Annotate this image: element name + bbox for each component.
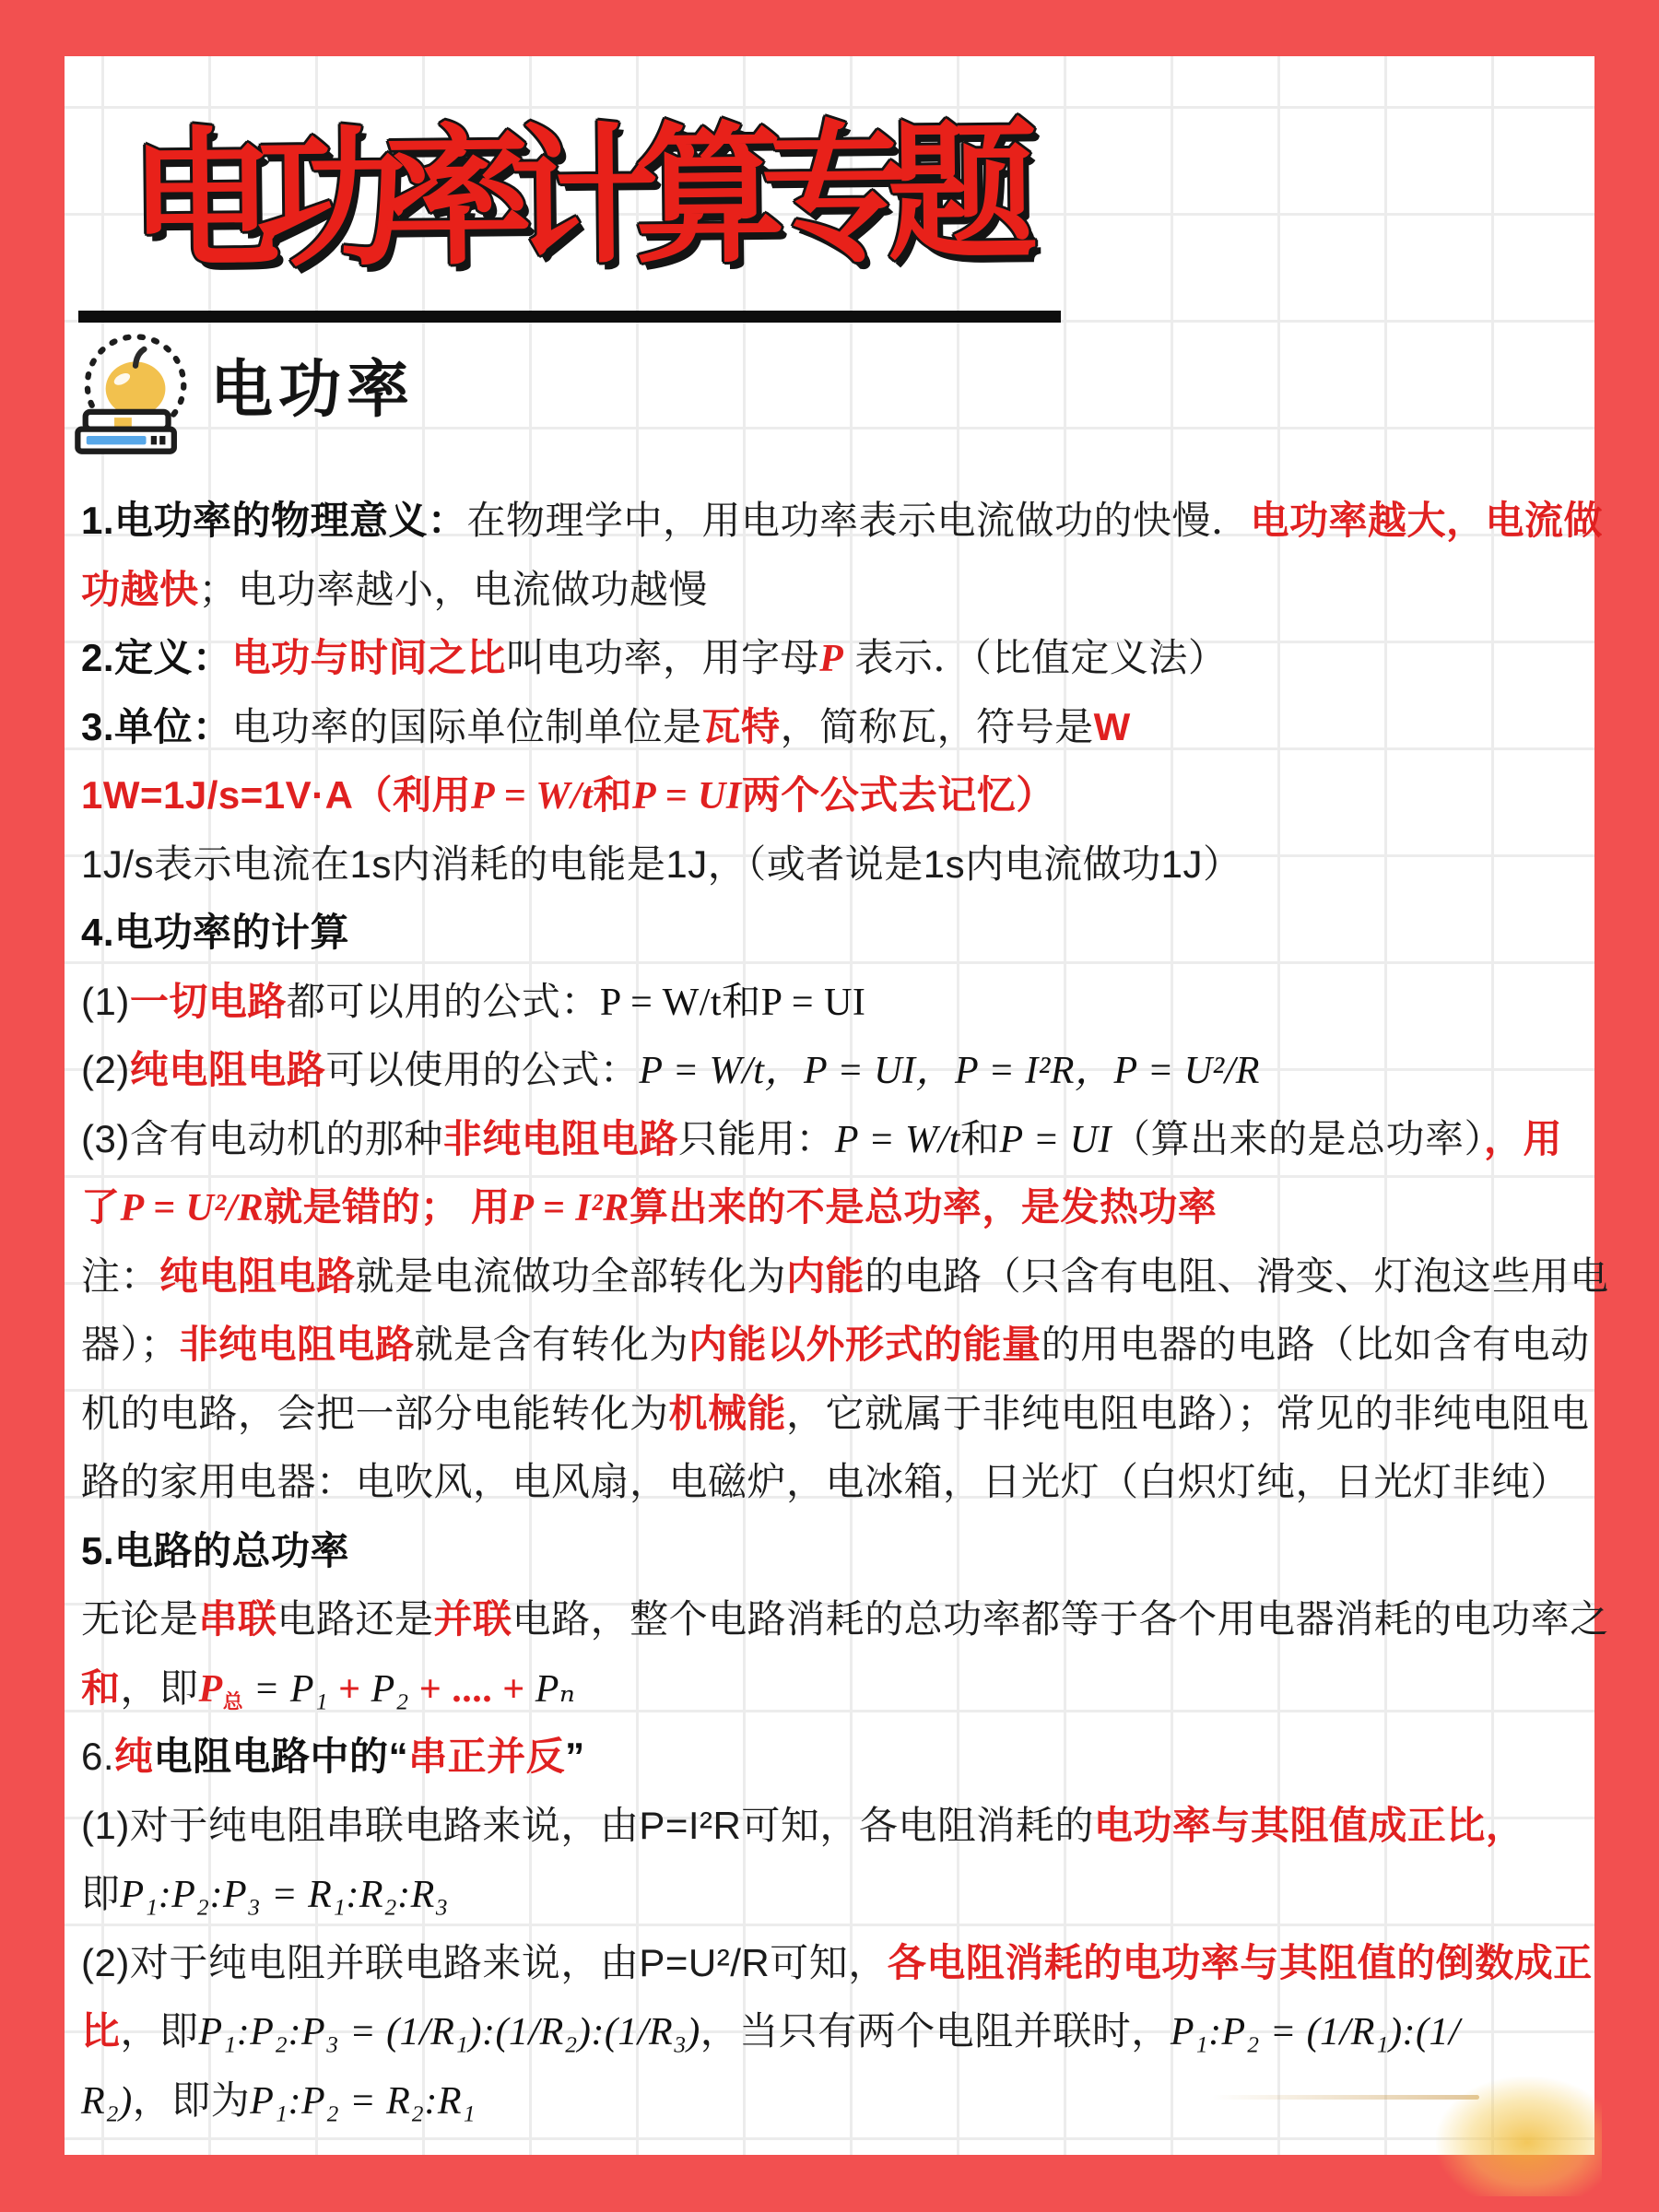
text-segment: 并联 xyxy=(433,1597,512,1641)
text-segment: 1J/s表示电流在1s内消耗的电能是1J，（或者说是1s内电流做功1J） xyxy=(81,841,1242,886)
worksheet xyxy=(65,56,1609,2155)
text-segment: ，它就属于非纯电阻电路）；常见的非纯电阻电 xyxy=(786,1391,1590,1435)
text-segment: (2)对于纯电阻并联电路来说，由P=U²/R可知， xyxy=(81,1940,888,1984)
text-segment: 就是电流做功全部转化为 xyxy=(355,1253,787,1298)
text-segment: 总 xyxy=(222,1689,244,1713)
text-segment: 电阻电路中的 xyxy=(153,1735,389,1778)
section-title: 电功率 xyxy=(210,355,416,425)
text-segment: + .... + xyxy=(408,1667,535,1711)
text-segment: P = W/t，P = UI，P = I²R，P = U²/R xyxy=(639,1050,1260,1092)
text-segment: P = I²R xyxy=(510,1187,629,1230)
text-segment: （算出来的是总功率） xyxy=(1112,1116,1485,1160)
text-line xyxy=(81,1860,1585,1929)
text-segment: 非纯电阻电路 xyxy=(442,1116,678,1160)
text-segment: 只能用： xyxy=(677,1116,835,1160)
text-segment: (3)含有电动机的那种 xyxy=(81,1116,443,1160)
text-segment: ，即 xyxy=(120,1665,199,1710)
text-segment: 瓦特 xyxy=(701,704,781,748)
text-segment: 3.单位： xyxy=(81,704,232,748)
text-line xyxy=(81,693,1585,762)
text-segment: 纯电阻电路 xyxy=(129,1048,326,1091)
text-line xyxy=(81,1997,1585,2066)
books-apple-icon xyxy=(72,329,197,458)
text-segment: 2.定义： xyxy=(81,636,232,679)
text-segment: R₂) xyxy=(81,2079,133,2123)
text-segment: 电功率与其阻值成正比， xyxy=(1093,1803,1525,1847)
text-segment: (2) xyxy=(81,1048,130,1091)
text-segment: 可以使用的公式： xyxy=(325,1048,640,1091)
text-line xyxy=(81,1517,1585,1586)
text-segment: P₁:P₂ = (1/R₁):(1/ xyxy=(1170,2011,1461,2053)
text-line xyxy=(81,1380,1590,1449)
text-segment: P = W/t xyxy=(834,1118,960,1161)
text-segment: P = UI xyxy=(999,1118,1112,1161)
text-segment: 器）； xyxy=(81,1323,180,1366)
text-segment: 串正并反 xyxy=(408,1735,566,1778)
text-segment: 内能 xyxy=(786,1253,865,1298)
text-line xyxy=(81,1654,1585,1724)
text-line xyxy=(81,1448,1585,1517)
text-line xyxy=(81,830,1585,900)
text-line xyxy=(81,761,1585,830)
text-segment: 各电阻消耗的电功率与其阻值的倒数成正 xyxy=(887,1940,1593,1984)
text-segment: 纯 xyxy=(114,1735,154,1778)
text-segment: 就是含有转化为 xyxy=(414,1323,689,1366)
text-segment: 即 xyxy=(81,1872,121,1915)
text-segment: P xyxy=(819,638,844,680)
page-title: 电功率计算专题 xyxy=(128,107,1015,286)
text-line xyxy=(81,1585,1609,1654)
text-segment: 两个公式去记忆） xyxy=(741,773,1055,817)
text-segment: 就是错的； 用 xyxy=(264,1185,511,1229)
text-segment: (1) xyxy=(81,979,130,1023)
text-segment: P₂ xyxy=(371,1667,409,1711)
text-line xyxy=(81,968,1585,1037)
content-lines xyxy=(81,487,1609,2135)
pencil-smudge-blob xyxy=(1436,2077,1602,2196)
text-line xyxy=(81,1723,1585,1792)
text-segment: P = W/t和P = UI xyxy=(599,981,866,1024)
text-segment: “ xyxy=(388,1735,409,1778)
text-segment: ，用 xyxy=(1484,1116,1563,1160)
text-segment: ，即为 xyxy=(132,2077,251,2122)
text-line xyxy=(81,1929,1593,1998)
text-segment: 4.电功率的计算 xyxy=(81,911,350,954)
text-segment: 电路还是 xyxy=(276,1597,434,1641)
text-segment: + xyxy=(328,1667,371,1711)
text-line xyxy=(81,1173,1585,1242)
text-line xyxy=(81,1792,1585,1861)
text-segment: 功越快 xyxy=(81,567,199,611)
text-line xyxy=(81,1105,1585,1174)
text-segment: 叫电功率，用字母 xyxy=(506,636,820,679)
text-line xyxy=(81,1311,1590,1380)
text-segment: (1)对于纯电阻串联电路来说，由P=I²R可知，各电阻消耗的 xyxy=(81,1803,1094,1847)
text-line xyxy=(81,556,1585,625)
text-segment: 注： xyxy=(81,1253,160,1298)
text-segment: Pₙ xyxy=(535,1667,576,1711)
text-segment: 比 xyxy=(81,2009,121,2053)
text-segment: 1W=1J/s=1V·A（利用 xyxy=(81,773,471,817)
text-segment: 1.电功率的物理意义： xyxy=(81,499,467,542)
text-line xyxy=(81,2066,1585,2136)
text-segment: 了 xyxy=(81,1185,121,1229)
text-line xyxy=(81,899,1585,968)
title-underline xyxy=(78,311,1061,323)
text-line xyxy=(81,1036,1585,1105)
text-segment: ，即 xyxy=(120,2009,199,2053)
text-segment: 电路，整个电路消耗的总功率都等于各个用电器消耗的电功率之 xyxy=(512,1597,1609,1641)
text-segment: P = W/t xyxy=(471,775,594,818)
text-segment: 在物理学中，用电功率表示电流做功的快慢． xyxy=(466,499,1251,542)
text-segment: 和 xyxy=(959,1116,1000,1160)
text-segment: 电功与时间之比 xyxy=(231,636,507,679)
text-segment: 的电路（只含有电阻、滑变、灯泡这些用电 xyxy=(865,1253,1609,1298)
text-segment: 纯电阻电路 xyxy=(159,1253,356,1298)
text-segment: 无论是 xyxy=(81,1597,199,1641)
text-segment: P₁:P₂:P₃ = R₁:R₂:R₃ xyxy=(120,1874,449,1916)
text-line xyxy=(81,487,1604,556)
text-segment: 都可以用的公式： xyxy=(286,979,600,1023)
text-segment: W xyxy=(1093,704,1131,748)
text-segment: P₁:P₂:P₃ = (1/R₁):(1/R₂):(1/R₃) xyxy=(198,2011,700,2053)
text-segment: 机的电路，会把一部分电能转化为 xyxy=(81,1391,669,1435)
text-segment: 电功率越大，电流做 xyxy=(1250,499,1604,542)
text-segment: P xyxy=(198,1667,223,1711)
text-segment: 非纯电阻电路 xyxy=(179,1323,415,1366)
text-segment: P₁:P₂ = R₂:R₁ xyxy=(250,2079,477,2123)
text-segment: 一切电路 xyxy=(129,979,287,1023)
text-segment: 路的家用电器：电吹风，电风扇，电磁炉，电冰箱，日光灯（白炽灯纯，日光灯非纯） xyxy=(81,1460,1571,1503)
text-segment: 5.电路的总功率 xyxy=(81,1528,350,1572)
text-line xyxy=(81,1242,1609,1312)
text-segment: ” xyxy=(565,1735,585,1778)
text-segment: 电功率的国际单位制单位是 xyxy=(231,704,702,748)
text-segment: 和 xyxy=(593,773,632,817)
text-line xyxy=(81,624,1585,693)
text-segment: P = U²/R xyxy=(120,1187,265,1230)
text-segment: P = UI xyxy=(631,775,742,818)
text-segment: 和 xyxy=(81,1665,121,1710)
text-segment: 机械能 xyxy=(668,1391,787,1435)
text-segment: ，当只有两个电阻并联时， xyxy=(700,2009,1171,2053)
text-segment: 的用电器的电路（比如含有电动 xyxy=(1041,1323,1590,1366)
text-segment: 表示．（比值定义法） xyxy=(843,636,1228,679)
text-segment: ；电功率越小，电流做功越慢 xyxy=(198,567,709,611)
text-segment: ，简称瓦，符号是 xyxy=(780,704,1094,748)
text-segment: 串联 xyxy=(198,1597,277,1641)
text-segment: 内能以外形式的能量 xyxy=(688,1323,1041,1366)
text-segment: 6. xyxy=(81,1735,115,1778)
text-segment: = P₁ xyxy=(243,1667,329,1711)
text-segment: 算出来的不是总功率，是发热功率 xyxy=(629,1185,1218,1229)
